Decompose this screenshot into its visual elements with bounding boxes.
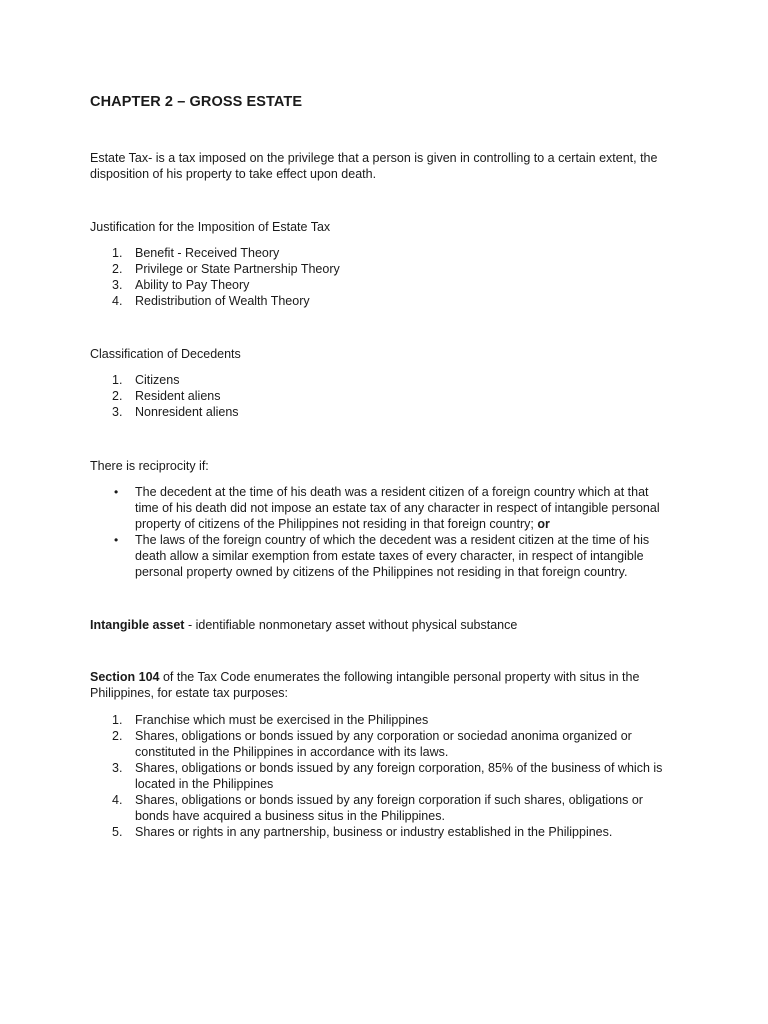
estate-tax-definition: Estate Tax- is a tax imposed on the privilege that a person is given in controlling to a certain extent, the disposition of his property to take effect upon death. bbox=[90, 151, 658, 181]
reciprocity-or: or bbox=[537, 517, 550, 531]
list-item bbox=[90, 824, 680, 840]
intangible-asset-definition bbox=[90, 617, 680, 633]
decedents-heading: Classification of Decedents bbox=[90, 347, 241, 361]
section-104-label: Section 104 bbox=[90, 670, 160, 684]
section-104-intro bbox=[90, 669, 660, 701]
bullet-icon: • bbox=[114, 485, 119, 499]
list-item bbox=[90, 532, 670, 580]
list-item bbox=[90, 728, 680, 760]
list-item bbox=[90, 388, 680, 404]
list-item bbox=[90, 277, 680, 293]
list-item bbox=[90, 293, 680, 309]
list-number: 1. bbox=[112, 246, 123, 260]
list-item-text: Franchise which must be exercised in the Philippines bbox=[135, 713, 429, 727]
intangible-asset-term: Intangible asset bbox=[90, 618, 185, 632]
list-item-text: Resident aliens bbox=[135, 389, 221, 403]
list-item bbox=[90, 792, 680, 824]
reciprocity-list bbox=[90, 484, 670, 580]
list-number: 2. bbox=[112, 729, 123, 743]
list-number: 4. bbox=[112, 793, 123, 807]
list-number: 3. bbox=[112, 761, 123, 775]
list-item bbox=[90, 372, 680, 388]
list-number: 3. bbox=[112, 278, 123, 292]
justification-heading: Justification for the Imposition of Estate Tax bbox=[90, 220, 331, 234]
reciprocity-condition-2: The laws of the foreign country of which the decedent was a resident citizen at the time of his death allow a similar exemption from estate taxes of every character, in respect of intangible personal property owned by citizens of the Philippines not residing in that foreign country. bbox=[135, 533, 650, 579]
list-number: 2. bbox=[112, 389, 123, 403]
list-item bbox=[90, 404, 680, 420]
list-number: 1. bbox=[112, 373, 123, 387]
justification-list bbox=[90, 245, 680, 309]
reciprocity-condition-1: The decedent at the time of his death was a resident citizen of a foreign country which at that time of his death did not impose an estate tax of any character in respect of intangible personal property of citizens of the Philippines not residing in that foreign country; bbox=[135, 485, 660, 531]
list-item-text: Shares, obligations or bonds issued by any foreign corporation if such shares, obligations or bonds have acquired a business situs in the Philippines. bbox=[135, 793, 643, 823]
list-number: 1. bbox=[112, 713, 123, 727]
list-item bbox=[90, 712, 680, 728]
list-item-text: Ability to Pay Theory bbox=[135, 278, 250, 292]
decedents-list bbox=[90, 372, 680, 420]
bullet-icon: • bbox=[114, 533, 119, 547]
list-item-text: Shares or rights in any partnership, business or industry established in the Philippines. bbox=[135, 825, 613, 839]
list-item-text: Citizens bbox=[135, 373, 180, 387]
list-number: 5. bbox=[112, 825, 123, 839]
section-104-list bbox=[90, 712, 680, 840]
reciprocity-heading: There is reciprocity if: bbox=[90, 459, 209, 473]
section-104-text: of the Tax Code enumerates the following intangible personal property with situs in the Philippines, for estate tax purposes: bbox=[90, 670, 640, 700]
list-item bbox=[90, 245, 680, 261]
list-number: 2. bbox=[112, 262, 123, 276]
list-number: 4. bbox=[112, 294, 123, 308]
list-item bbox=[90, 760, 680, 792]
list-item-text: Nonresident aliens bbox=[135, 405, 239, 419]
list-item-text: Shares, obligations or bonds issued by any corporation or sociedad anonima organized or constituted in the Philippines in accordance with its laws. bbox=[135, 729, 632, 759]
list-item-text: Privilege or State Partnership Theory bbox=[135, 262, 340, 276]
list-number: 3. bbox=[112, 405, 123, 419]
chapter-title: CHAPTER 2 – GROSS ESTATE bbox=[90, 94, 303, 110]
intangible-asset-text: - identifiable nonmonetary asset without physical substance bbox=[184, 618, 518, 632]
list-item bbox=[90, 261, 680, 277]
list-item-text: Redistribution of Wealth Theory bbox=[135, 294, 310, 308]
list-item-text: Benefit - Received Theory bbox=[135, 246, 280, 260]
list-item-text: Shares, obligations or bonds issued by any foreign corporation, 85% of the business of which is located in the Philippines bbox=[135, 761, 663, 791]
list-item bbox=[90, 484, 670, 532]
